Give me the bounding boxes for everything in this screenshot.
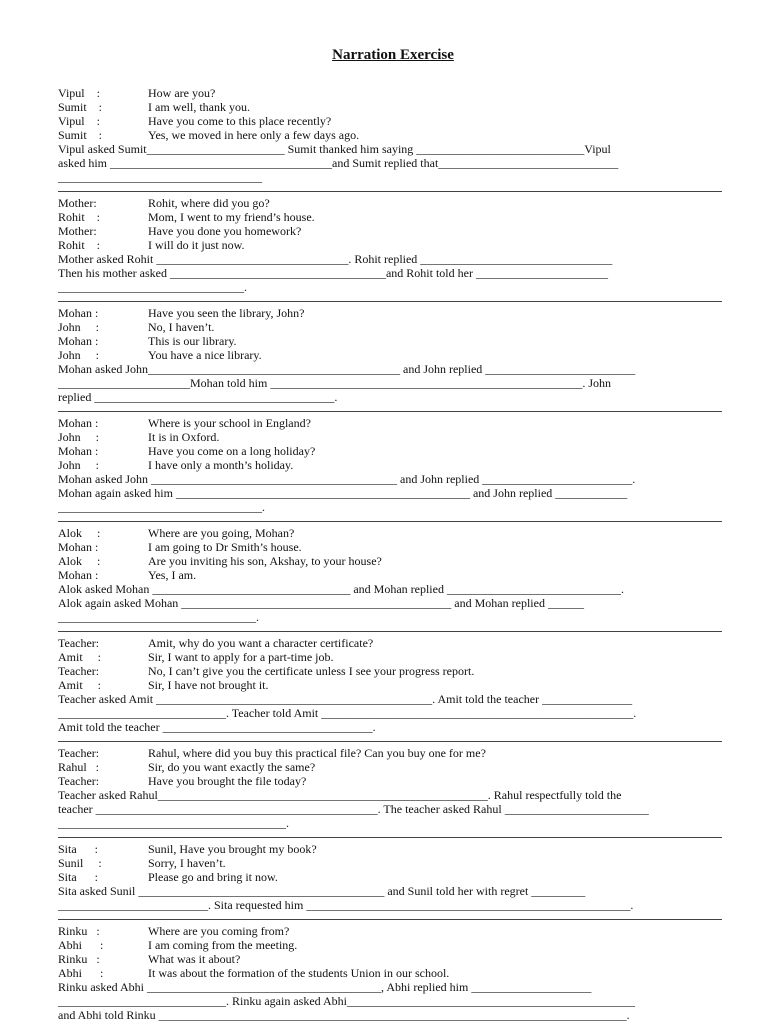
dialogue-text: Rahul, where did you buy this practical file? Can you buy one for me? xyxy=(148,746,486,760)
dialogue-text: Sorry, I haven’t. xyxy=(148,856,226,870)
dialogue-text: Are you inviting his son, Akshay, to your house? xyxy=(148,554,382,568)
answer-line[interactable]: Teacher asked Amit ______________________________________________. Amit told the teacher _______________ xyxy=(58,692,633,706)
dialogue-text: Sir, I want to apply for a part-time job. xyxy=(148,650,334,664)
answer-line[interactable]: Rinku asked Abhi _______________________________________, Abhi replied him ____________________ xyxy=(58,980,592,994)
dialogue-line xyxy=(58,540,722,554)
answer-line[interactable]: Sita asked Sunil _________________________________________ and Sunil told her with regret _________ xyxy=(58,884,586,898)
answer-line[interactable]: __________________________________. xyxy=(58,500,265,514)
speaker-label: Abhi : xyxy=(58,966,104,980)
dialogue-text: Rohit, where did you go? xyxy=(148,196,270,210)
answer-line[interactable]: Teacher asked Rahul_______________________________________________________. Rahul respectfully told the xyxy=(58,788,622,802)
dialogue-text: I am well, thank you. xyxy=(148,100,250,114)
dialogue-line xyxy=(58,664,722,678)
answer-line[interactable]: __________________________________ xyxy=(58,170,262,184)
exercise-section xyxy=(58,837,722,912)
section-divider xyxy=(58,301,722,302)
dialogue-text: Sir, I have not brought it. xyxy=(148,678,269,692)
answer-line[interactable]: Mohan asked John _________________________________________ and John replied _________________________. xyxy=(58,472,636,486)
dialogue-line xyxy=(58,760,722,774)
speaker-label: Sita : xyxy=(58,870,99,884)
answer-line[interactable]: ______________________________________. xyxy=(58,816,289,830)
dialogue-text: It is in Oxford. xyxy=(148,430,220,444)
answer-line[interactable]: ____________________________. Rinku again asked Abhi________________________________________________ xyxy=(58,994,635,1008)
dialogue-line xyxy=(58,554,722,568)
dialogue-line xyxy=(58,224,722,238)
dialogue-line xyxy=(58,842,722,856)
dialogue-line xyxy=(58,430,722,444)
section-divider xyxy=(58,837,722,838)
answer-line[interactable]: ____________________________. Teacher told Amit ____________________________________________________. xyxy=(58,706,637,720)
dialogue-text: I have only a month’s holiday. xyxy=(148,458,294,472)
section-divider xyxy=(58,741,722,742)
dialogue-line xyxy=(58,114,722,128)
dialogue-text: Amit, why do you want a character certificate? xyxy=(148,636,374,650)
answer-line[interactable]: _________________________________. xyxy=(58,610,259,624)
exercise-section xyxy=(58,411,722,514)
dialogue-line xyxy=(58,856,722,870)
dialogue-text: Yes, I am. xyxy=(148,568,197,582)
speaker-label: Amit : xyxy=(58,678,102,692)
dialogue-line xyxy=(58,86,722,100)
dialogue-text: Please go and bring it now. xyxy=(148,870,278,884)
section-divider xyxy=(58,631,722,632)
dialogue-line xyxy=(58,650,722,664)
dialogue-line xyxy=(58,334,722,348)
speaker-label: Sumit : xyxy=(58,100,103,114)
dialogue-line xyxy=(58,458,722,472)
answer-line[interactable]: Alok again asked Mohan _____________________________________________ and Mohan replied ______ xyxy=(58,596,584,610)
dialogue-line xyxy=(58,320,722,334)
answer-line[interactable]: Vipul asked Sumit_______________________ Sumit thanked him saying ____________________________Vipul xyxy=(58,142,611,156)
dialogue-text: Have you done you homework? xyxy=(148,224,302,238)
speaker-label: Rohit : xyxy=(58,210,101,224)
speaker-label: Teacher: xyxy=(58,774,100,788)
speaker-label: Mohan : xyxy=(58,444,99,458)
dialogue-line xyxy=(58,306,722,320)
exercise-section xyxy=(58,741,722,830)
dialogue-text: Where is your school in England? xyxy=(148,416,311,430)
answer-line[interactable]: Mohan again asked him _________________________________________________ and John replied ____________ xyxy=(58,486,628,500)
answer-line[interactable]: Mohan asked John__________________________________________ and John replied _________________________ xyxy=(58,362,636,376)
dialogue-text: Have you brought the file today? xyxy=(148,774,307,788)
speaker-label: Mohan : xyxy=(58,540,99,554)
speaker-label: John : xyxy=(58,320,100,334)
page-title: Narration Exercise xyxy=(332,47,454,63)
dialogue-line xyxy=(58,444,722,458)
dialogue-text: I am coming from the meeting. xyxy=(148,938,298,952)
dialogue-line xyxy=(58,952,722,966)
dialogue-line xyxy=(58,870,722,884)
speaker-label: Rohit : xyxy=(58,238,101,252)
answer-line[interactable]: asked him _____________________________________and Sumit replied that______________________________ xyxy=(58,156,619,170)
dialogue-line xyxy=(58,774,722,788)
worksheet xyxy=(58,46,722,1022)
speaker-label: Mother: xyxy=(58,224,97,238)
section-divider xyxy=(58,521,722,522)
exercise-section xyxy=(58,919,722,1022)
answer-line[interactable]: teacher _______________________________________________. The teacher asked Rahul ________________________ xyxy=(58,802,649,816)
speaker-label: Sita : xyxy=(58,842,99,856)
exercise-section xyxy=(58,631,722,734)
exercise-section xyxy=(58,191,722,294)
dialogue-line xyxy=(58,348,722,362)
answer-line[interactable]: Then his mother asked ____________________________________and Rohit told her ______________________ xyxy=(58,266,608,280)
speaker-label: Mohan : xyxy=(58,334,99,348)
dialogue-text: How are you? xyxy=(148,86,216,100)
answer-line[interactable]: Mother asked Rohit ________________________________. Rohit replied ________________________________ xyxy=(58,252,613,266)
exercise-section xyxy=(58,301,722,404)
answer-line[interactable]: Amit told the teacher ___________________________________. xyxy=(58,720,376,734)
speaker-label: Mohan : xyxy=(58,416,99,430)
dialogue-text: Where are you coming from? xyxy=(148,924,290,938)
dialogue-text: No, I can’t give you the certificate unless I see your progress report. xyxy=(148,664,475,678)
dialogue-line xyxy=(58,678,722,692)
dialogue-text: Have you come to this place recently? xyxy=(148,114,332,128)
speaker-label: Abhi : xyxy=(58,938,104,952)
answer-line[interactable]: Alok asked Mohan _________________________________ and Mohan replied _____________________________. xyxy=(58,582,624,596)
speaker-label: John : xyxy=(58,348,100,362)
dialogue-text: Sir, do you want exactly the same? xyxy=(148,760,316,774)
speaker-label: Mohan : xyxy=(58,568,99,582)
dialogue-line xyxy=(58,128,722,142)
dialogue-text: Have you come on a long holiday? xyxy=(148,444,316,458)
exercise-section xyxy=(58,86,722,184)
dialogue-line xyxy=(58,568,722,582)
speaker-label: Mohan : xyxy=(58,306,99,320)
dialogue-text: Mom, I went to my friend’s house. xyxy=(148,210,315,224)
dialogue-text: Yes, we moved in here only a few days ago. xyxy=(148,128,360,142)
answer-line[interactable]: _______________________________. xyxy=(58,280,247,294)
dialogue-line xyxy=(58,924,722,938)
speaker-label: Teacher: xyxy=(58,664,100,678)
section-divider xyxy=(58,919,722,920)
answer-line[interactable]: replied ________________________________________. xyxy=(58,390,338,404)
dialogue-line xyxy=(58,938,722,952)
answer-line[interactable]: ______________________Mohan told him ____________________________________________________. John xyxy=(58,376,612,390)
dialogue-text: Sunil, Have you brought my book? xyxy=(148,842,317,856)
dialogue-text: Have you seen the library, John? xyxy=(148,306,305,320)
dialogue-line xyxy=(58,636,722,650)
dialogue-text: I will do it just now. xyxy=(148,238,245,252)
dialogue-text: No, I haven’t. xyxy=(148,320,215,334)
speaker-label: Teacher: xyxy=(58,746,100,760)
section-divider xyxy=(58,411,722,412)
exercise-sections xyxy=(58,86,722,1022)
dialogue-line xyxy=(58,238,722,252)
dialogue-text: You have a nice library. xyxy=(148,348,262,362)
speaker-label: Teacher: xyxy=(58,636,100,650)
dialogue-line xyxy=(58,526,722,540)
speaker-label: Alok : xyxy=(58,554,101,568)
speaker-label: Sunil : xyxy=(58,856,102,870)
dialogue-line xyxy=(58,210,722,224)
dialogue-text: I am going to Dr Smith’s house. xyxy=(148,540,302,554)
answer-line[interactable]: _________________________. Sita requested him ______________________________________________________. xyxy=(58,898,634,912)
dialogue-line xyxy=(58,196,722,210)
dialogue-text: What was it about? xyxy=(148,952,241,966)
speaker-label: Rinku : xyxy=(58,924,100,938)
speaker-label: Sumit : xyxy=(58,128,103,142)
speaker-label: Rinku : xyxy=(58,952,100,966)
dialogue-text: It was about the formation of the students Union in our school. xyxy=(148,966,450,980)
exercise-section xyxy=(58,521,722,624)
dialogue-line xyxy=(58,416,722,430)
dialogue-line xyxy=(58,746,722,760)
dialogue-text: This is our library. xyxy=(148,334,237,348)
speaker-label: Amit : xyxy=(58,650,102,664)
speaker-label: Alok : xyxy=(58,526,101,540)
speaker-label: John : xyxy=(58,458,100,472)
speaker-label: John : xyxy=(58,430,100,444)
answer-line[interactable]: and Abhi told Rinku ______________________________________________________________________________. xyxy=(58,1008,630,1022)
speaker-label: Rahul : xyxy=(58,760,99,774)
speaker-label: Vipul : xyxy=(58,86,100,100)
speaker-label: Vipul : xyxy=(58,114,100,128)
dialogue-line xyxy=(58,966,722,980)
speaker-label: Mother: xyxy=(58,196,97,210)
section-divider xyxy=(58,191,722,192)
dialogue-text: Where are you going, Mohan? xyxy=(148,526,295,540)
dialogue-line xyxy=(58,100,722,114)
